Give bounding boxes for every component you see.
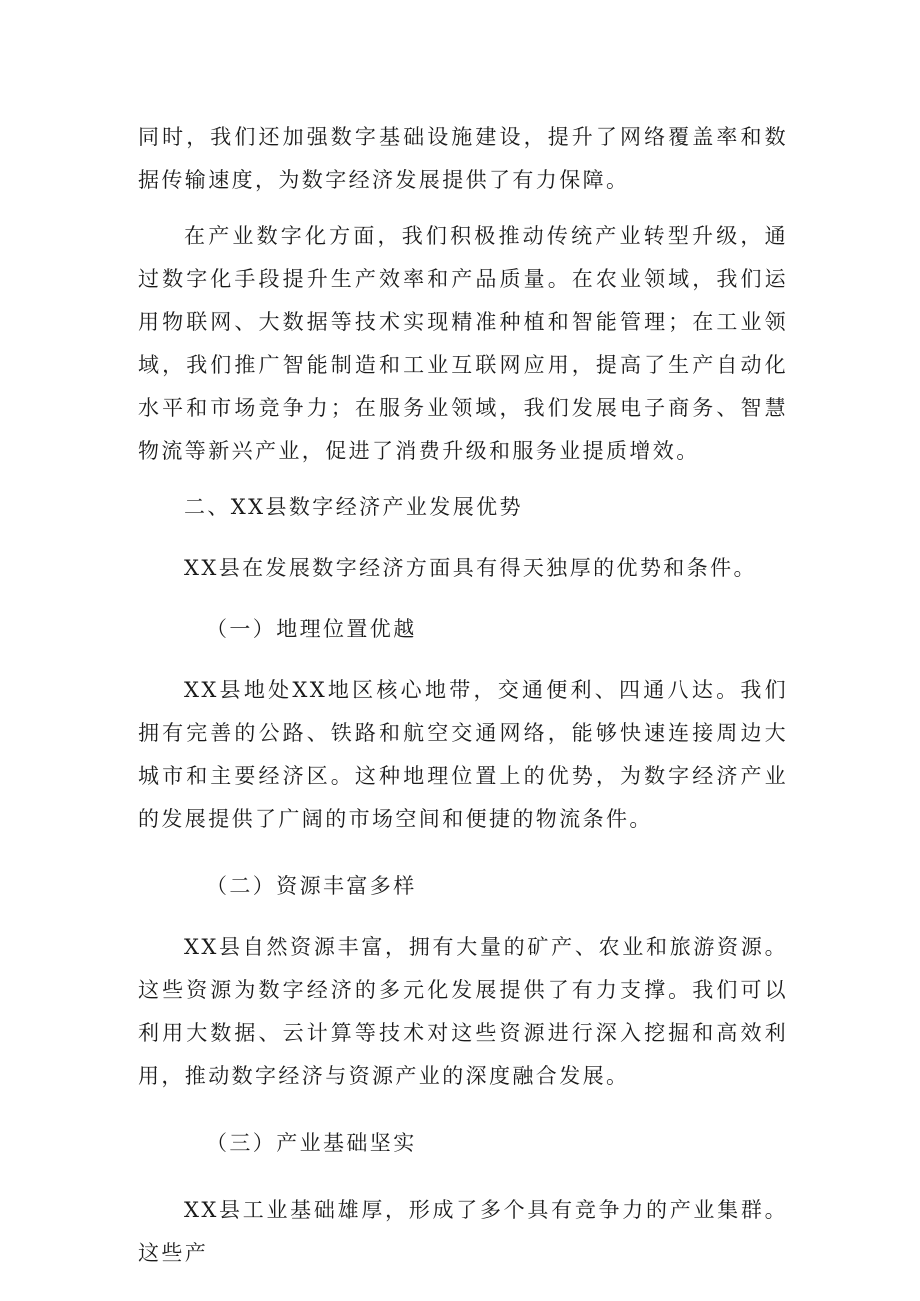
subheading-industry-base: （三）产业基础坚实	[206, 1131, 417, 1155]
paragraph-industry-base: XX县工业基础雄厚，形成了多个具有竞争力的产业集群。这些产	[138, 1198, 788, 1265]
paragraph-infrastructure: 同时，我们还加强数字基础设施建设，提升了网络覆盖率和数据传输速度，为数字经济发展提供了有力保障。	[138, 125, 788, 192]
paragraph-geography: XX县地处XX地区核心地带，交通便利、四通八达。我们拥有完善的公路、铁路和航空交通网络，能够快速连接周边大城市和主要经济区。这种地理位置上的优势，为数字经济产业的发展提供了广阔的市场空间和便捷的物流条件。	[138, 678, 788, 831]
paragraph-industrial-digitization: 在产业数字化方面，我们积极推动传统产业转型升级，通过数字化手段提升生产效率和产品质量。在农业领域，我们运用物联网、大数据等技术实现精准种植和智能管理；在工业领域，我们推广智能制造和工业互联网应用，提高了生产自动化水平和市场竞争力；在服务业领域，我们发展电子商务、智慧物流等新兴产业，促进了消费升级和服务业提质增效。	[138, 224, 788, 463]
section-heading-advantages: 二、XX县数字经济产业发展优势	[184, 495, 523, 519]
paragraph-resources: XX县自然资源丰富，拥有大量的矿产、农业和旅游资源。这些资源为数字经济的多元化发展提供了有力支撑。我们可以利用大数据、云计算等技术对这些资源进行深入挖掘和高效利用，推动数字经济与资源产业的深度融合发展。	[138, 935, 788, 1088]
subheading-geography: （一）地理位置优越	[206, 617, 417, 641]
subheading-resources: （二）资源丰富多样	[206, 874, 417, 898]
paragraph-advantages-intro: XX县在发展数字经济方面具有得天独厚的优势和条件。	[184, 556, 757, 580]
document-body	[138, 116, 788, 1275]
